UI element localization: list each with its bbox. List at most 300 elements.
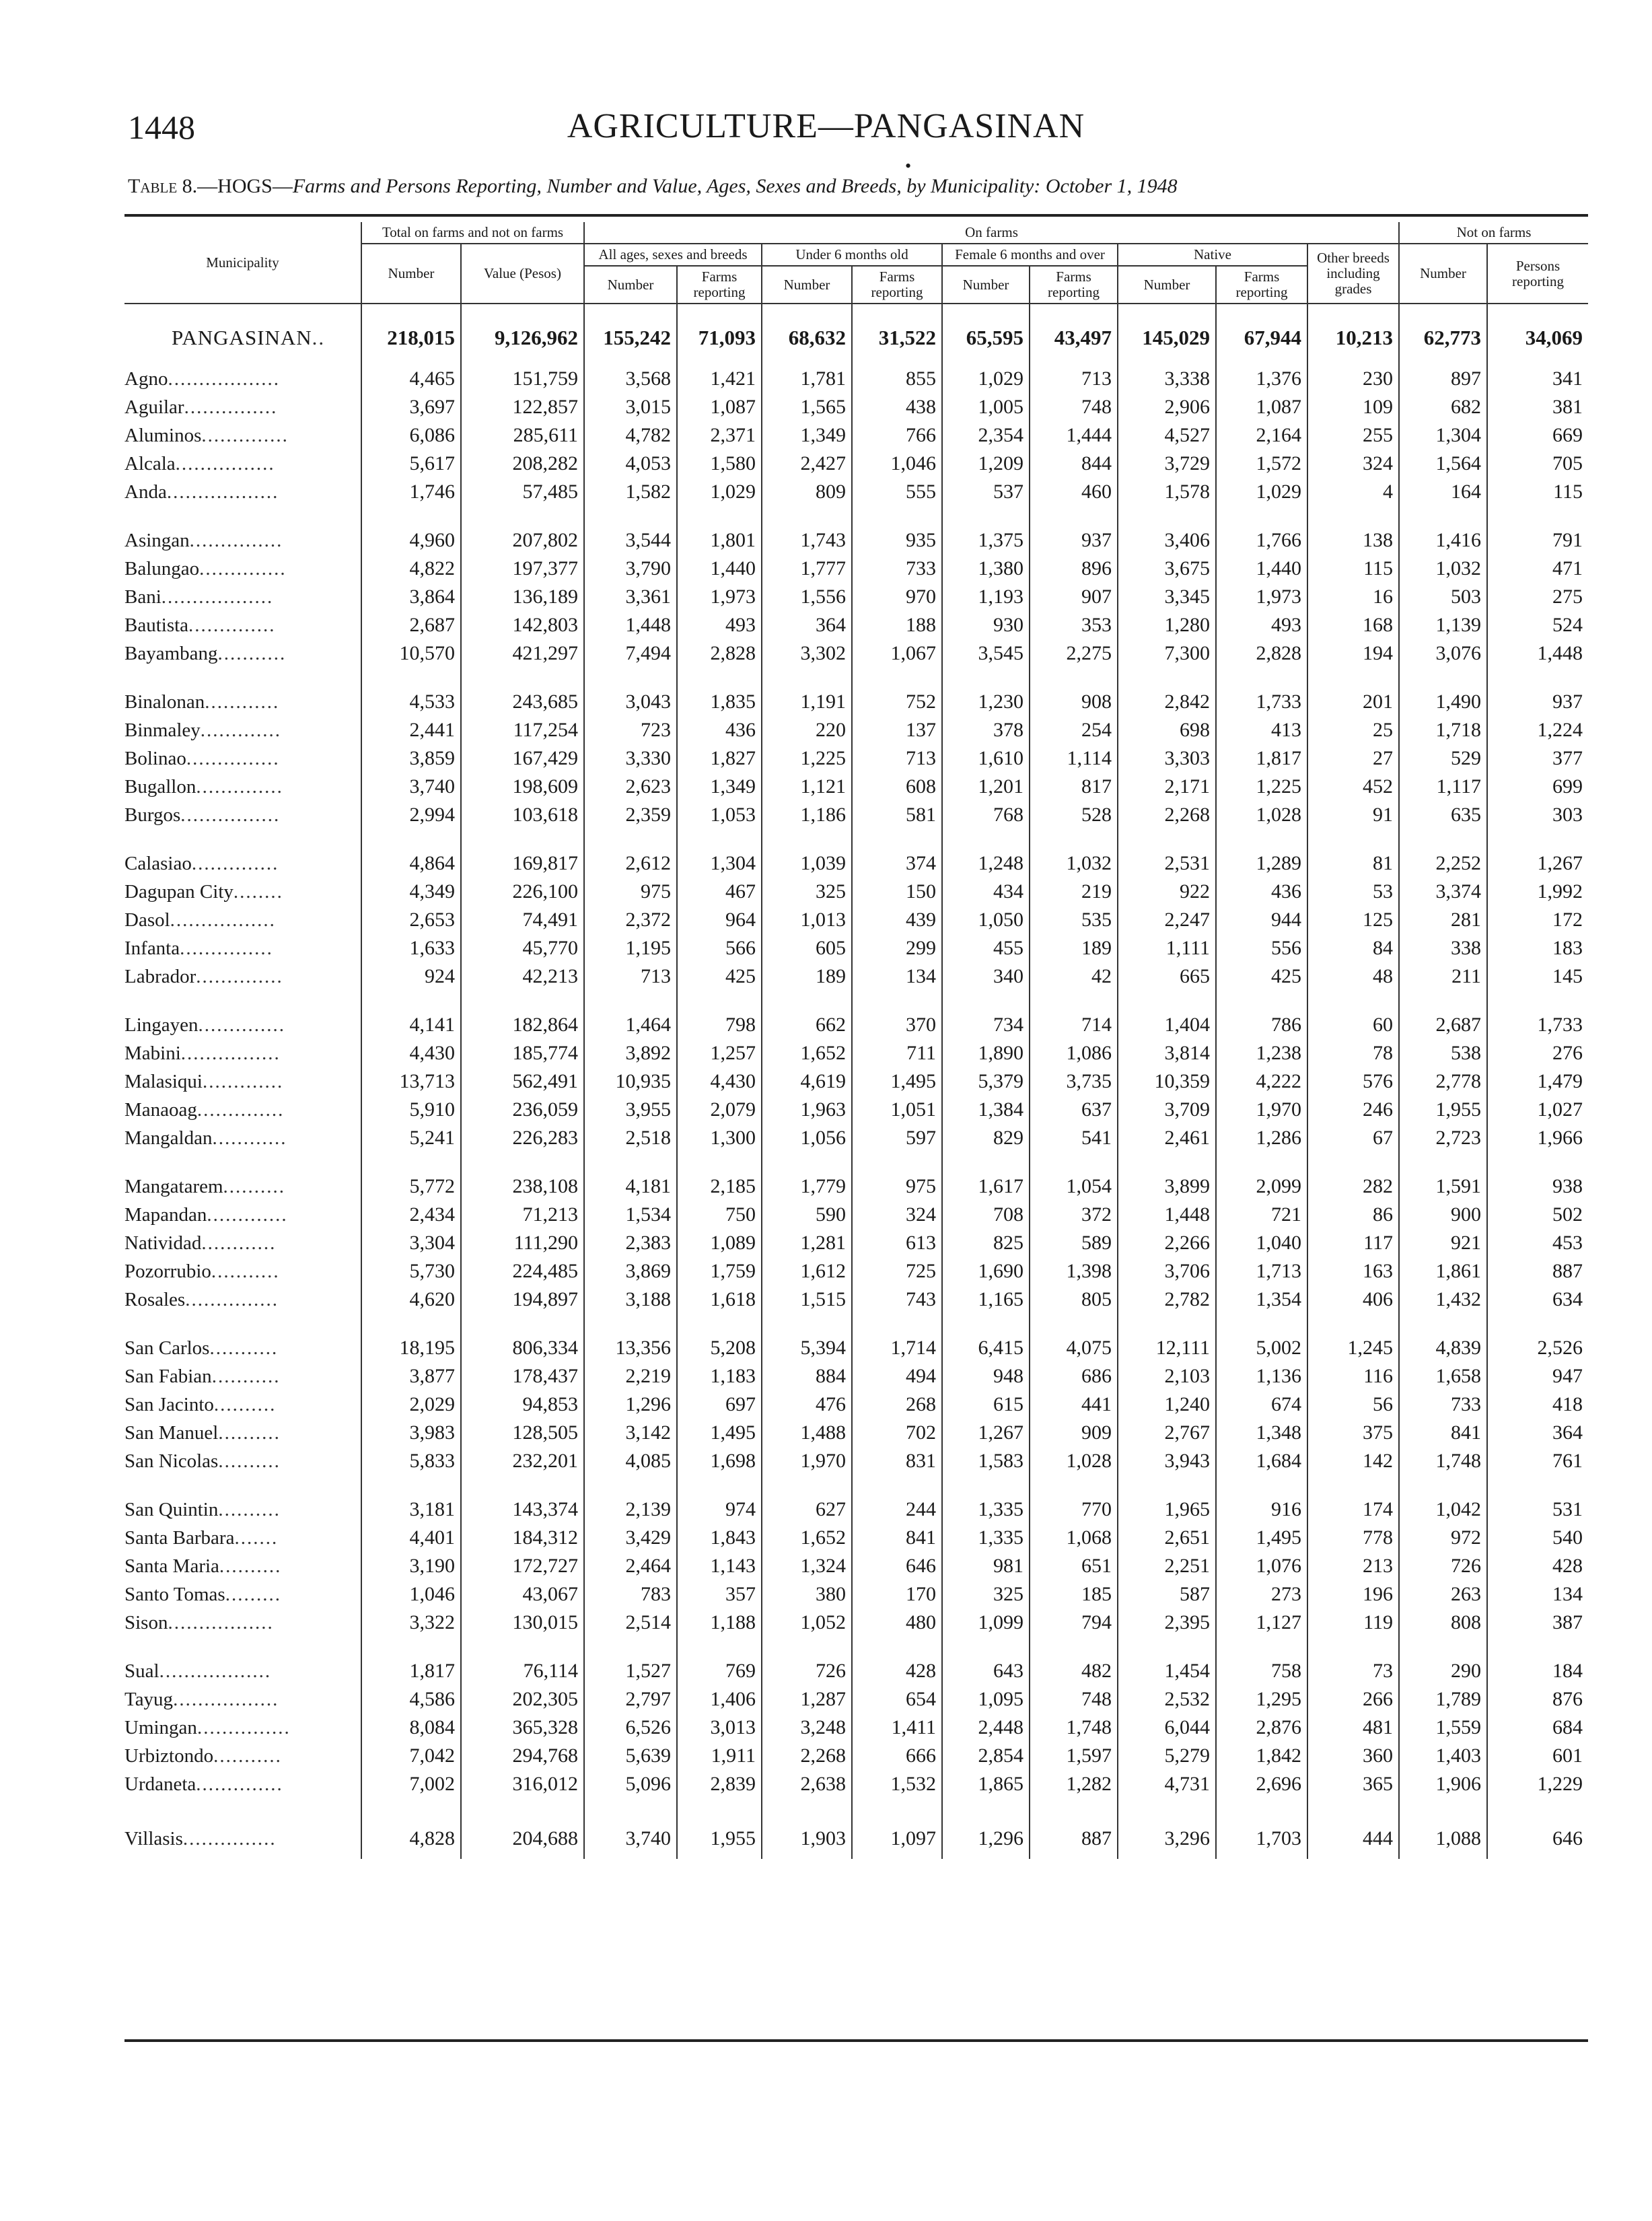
municipality-label: Sual [124, 1660, 159, 1682]
value-cell: 2,359 [584, 801, 677, 829]
dot-leader: .............. [196, 1099, 285, 1121]
value-cell: 444 [1307, 1798, 1399, 1859]
value-cell: 2,653 [361, 906, 461, 934]
value-cell: 4,731 [1118, 1770, 1216, 1798]
municipality-label: Agno [124, 368, 168, 390]
value-cell: 1,287 [762, 1685, 852, 1714]
value-cell: 1,835 [677, 668, 762, 716]
value-cell: 3,709 [1118, 1096, 1216, 1124]
value-cell: 1,955 [677, 1798, 762, 1859]
value-cell: 467 [677, 878, 762, 906]
value-cell: 441 [1030, 1390, 1118, 1419]
value-cell: 907 [1030, 583, 1118, 611]
value-cell: 5,096 [584, 1770, 677, 1798]
municipality-label: Mangatarem [124, 1176, 223, 1197]
value-cell: 34,069 [1487, 304, 1588, 365]
value-cell: 590 [762, 1201, 852, 1229]
table-row [124, 962, 1588, 991]
dot-leader: ........... [211, 1366, 281, 1387]
value-cell: 185,774 [461, 1039, 584, 1067]
value-cell: 428 [1487, 1552, 1588, 1580]
value-cell: 1,658 [1399, 1362, 1487, 1390]
municipality-label: Labrador [124, 966, 196, 987]
value-cell: 805 [1030, 1285, 1118, 1314]
value-cell: 1,684 [1216, 1447, 1307, 1475]
value-cell: 1,789 [1399, 1685, 1487, 1714]
value-cell: 1,559 [1399, 1714, 1487, 1742]
table-row [124, 450, 1588, 478]
value-cell: 3,706 [1118, 1257, 1216, 1285]
value-cell: 1,464 [584, 991, 677, 1039]
value-cell: 3,859 [361, 744, 461, 773]
value-cell: 1,966 [1487, 1124, 1588, 1152]
value-cell: 634 [1487, 1285, 1588, 1314]
value-cell: 201 [1307, 668, 1399, 716]
value-cell: 81 [1307, 829, 1399, 878]
value-cell: 3,697 [361, 393, 461, 421]
value-cell: 357 [677, 1580, 762, 1609]
value-cell: 1,890 [942, 1039, 1030, 1067]
municipality-name [124, 1201, 361, 1229]
value-cell: 45,770 [461, 934, 584, 962]
value-cell: 1,127 [1216, 1609, 1307, 1637]
value-cell: 164 [1399, 478, 1487, 506]
value-cell: 10,359 [1118, 1067, 1216, 1096]
value-cell: 6,044 [1118, 1714, 1216, 1742]
value-cell: 455 [942, 934, 1030, 962]
value-cell: 1,050 [942, 906, 1030, 934]
table-row [124, 829, 1588, 878]
value-cell: 254 [1030, 716, 1118, 744]
top-rule [124, 214, 1588, 217]
value-cell: 117 [1307, 1229, 1399, 1257]
value-cell: 698 [1118, 716, 1216, 744]
value-cell: 887 [1487, 1257, 1588, 1285]
value-cell: 1,114 [1030, 744, 1118, 773]
municipality-label: Mabini [124, 1043, 181, 1064]
value-cell: 1,610 [942, 744, 1030, 773]
value-cell: 1,440 [677, 555, 762, 583]
value-cell: 725 [852, 1257, 942, 1285]
dot-leader: ................ [180, 804, 281, 826]
hogs-table [124, 222, 1588, 1859]
municipality-label: Infanta [124, 938, 180, 959]
value-cell: 1,032 [1030, 829, 1118, 878]
value-cell: 1,612 [762, 1257, 852, 1285]
value-cell: 325 [762, 878, 852, 906]
value-cell: 4,782 [584, 421, 677, 450]
value-cell: 589 [1030, 1229, 1118, 1257]
value-cell: 299 [852, 934, 942, 962]
value-cell: 2,638 [762, 1770, 852, 1798]
value-cell: 1,448 [584, 611, 677, 639]
value-cell: 1,029 [1216, 478, 1307, 506]
value-cell: 184 [1487, 1637, 1588, 1685]
value-cell: 1,617 [942, 1152, 1030, 1201]
value-cell: 831 [852, 1447, 942, 1475]
value-cell: 218,015 [361, 304, 461, 365]
value-cell: 1,139 [1399, 611, 1487, 639]
table-row [124, 934, 1588, 962]
value-cell: 3,043 [584, 668, 677, 716]
col-other-breeds: Other breeds including grades [1307, 244, 1399, 304]
value-cell: 674 [1216, 1390, 1307, 1419]
dot-leader: .............. [196, 776, 283, 798]
value-cell: 791 [1487, 506, 1588, 555]
value-cell: 276 [1487, 1039, 1588, 1067]
value-cell: 1,817 [361, 1637, 461, 1685]
value-cell: 1,225 [1216, 773, 1307, 801]
value-cell: 948 [942, 1362, 1030, 1390]
value-cell: 1,583 [942, 1447, 1030, 1475]
value-cell: 84 [1307, 934, 1399, 962]
value-cell: 1,193 [942, 583, 1030, 611]
value-cell: 71,093 [677, 304, 762, 365]
value-cell: 324 [1307, 450, 1399, 478]
value-cell: 682 [1399, 393, 1487, 421]
table-row [124, 611, 1588, 639]
dot-leader: .............. [201, 425, 289, 446]
value-cell: 1,633 [361, 934, 461, 962]
table-row [124, 365, 1588, 393]
value-cell: 111,290 [461, 1229, 584, 1257]
value-cell: 2,778 [1399, 1067, 1487, 1096]
dot-leader: .................. [161, 586, 274, 608]
value-cell: 198,609 [461, 773, 584, 801]
municipality-label: Pozorrubio [124, 1261, 211, 1282]
value-cell: 769 [677, 1637, 762, 1685]
value-cell: 1,955 [1399, 1096, 1487, 1124]
value-cell: 5,279 [1118, 1742, 1216, 1770]
value-cell: 975 [852, 1152, 942, 1201]
municipality-label: Urbiztondo [124, 1745, 214, 1767]
value-cell: 74,491 [461, 906, 584, 934]
value-cell: 1,282 [1030, 1770, 1118, 1798]
col-not-on-farms: Not on farms [1399, 222, 1588, 244]
value-cell: 86 [1307, 1201, 1399, 1229]
value-cell: 721 [1216, 1201, 1307, 1229]
value-cell: 1,165 [942, 1285, 1030, 1314]
dot-leader: .......... [219, 1555, 282, 1577]
value-cell: 2,395 [1118, 1609, 1216, 1637]
value-cell: 5,910 [361, 1096, 461, 1124]
value-cell: 2,139 [584, 1475, 677, 1524]
table-row [124, 1362, 1588, 1390]
value-cell: 2,441 [361, 716, 461, 744]
col-all-farms: Farms reporting [677, 266, 762, 304]
table-row [124, 773, 1588, 801]
value-cell: 1,404 [1118, 991, 1216, 1039]
value-cell: 597 [852, 1124, 942, 1152]
municipality-label: Alcala [124, 453, 176, 474]
municipality-label: San Quintin [124, 1499, 219, 1520]
municipality-name [124, 1390, 361, 1419]
value-cell: 887 [1030, 1798, 1118, 1859]
value-cell: 406 [1307, 1285, 1399, 1314]
value-cell: 62,773 [1399, 304, 1487, 365]
value-cell: 236,059 [461, 1096, 584, 1124]
value-cell: 142 [1307, 1447, 1399, 1475]
value-cell: 188 [852, 611, 942, 639]
value-cell: 255 [1307, 421, 1399, 450]
municipality-label: Sison [124, 1612, 168, 1633]
value-cell: 1,903 [762, 1798, 852, 1859]
value-cell: 944 [1216, 906, 1307, 934]
value-cell: 2,723 [1399, 1124, 1487, 1152]
dot-leader: ................. [173, 1689, 279, 1710]
value-cell: 981 [942, 1552, 1030, 1580]
value-cell: 829 [942, 1124, 1030, 1152]
value-cell: 1,056 [762, 1124, 852, 1152]
municipality-label: Aluminos [124, 425, 202, 446]
value-cell: 537 [942, 478, 1030, 506]
value-cell: 163 [1307, 1257, 1399, 1285]
col-nof-number: Number [1399, 244, 1487, 304]
value-cell: 53 [1307, 878, 1399, 906]
value-cell: 1,354 [1216, 1285, 1307, 1314]
col-under6: Under 6 months old [762, 244, 942, 266]
value-cell: 151,759 [461, 365, 584, 393]
value-cell: 3,015 [584, 393, 677, 421]
value-cell: 908 [1030, 668, 1118, 716]
value-cell: 57,485 [461, 478, 584, 506]
value-cell: 1,578 [1118, 478, 1216, 506]
value-cell: 608 [852, 773, 942, 801]
value-cell: 1,766 [1216, 506, 1307, 555]
value-cell: 263 [1399, 1580, 1487, 1609]
value-cell: 1,051 [852, 1096, 942, 1124]
value-cell: 3,322 [361, 1609, 461, 1637]
value-cell: 4,839 [1399, 1314, 1487, 1362]
value-cell: 142,803 [461, 611, 584, 639]
value-cell: 2,079 [677, 1096, 762, 1124]
value-cell: 471 [1487, 555, 1588, 583]
value-cell: 1,095 [942, 1685, 1030, 1714]
dot-leader: ................ [175, 453, 275, 474]
value-cell: 3,899 [1118, 1152, 1216, 1201]
value-cell: 3,406 [1118, 506, 1216, 555]
municipality-label: Bayambang [124, 643, 218, 664]
value-cell: 1,718 [1399, 716, 1487, 744]
value-cell: 285,611 [461, 421, 584, 450]
value-cell: 4,401 [361, 1524, 461, 1552]
value-cell: 226,100 [461, 878, 584, 906]
dot-leader: ................ [180, 1043, 281, 1064]
value-cell: 230 [1307, 365, 1399, 393]
dot-leader: .......... [213, 1394, 277, 1415]
value-cell: 1,097 [852, 1798, 942, 1859]
value-cell: 174 [1307, 1475, 1399, 1524]
table-row [124, 1742, 1588, 1770]
value-cell: 185 [1030, 1580, 1118, 1609]
value-cell: 8,084 [361, 1714, 461, 1742]
municipality-label: Calasiao [124, 853, 192, 874]
value-cell: 1,267 [1487, 829, 1588, 878]
value-cell: 1,963 [762, 1096, 852, 1124]
value-cell: 65,595 [942, 304, 1030, 365]
value-cell: 353 [1030, 611, 1118, 639]
value-cell: 855 [852, 365, 942, 393]
value-cell: 935 [852, 506, 942, 555]
value-cell: 1,973 [1216, 583, 1307, 611]
value-cell: 702 [852, 1419, 942, 1447]
value-cell: 627 [762, 1475, 852, 1524]
value-cell: 275 [1487, 583, 1588, 611]
value-cell: 3,302 [762, 639, 852, 668]
value-cell: 643 [942, 1637, 1030, 1685]
value-cell: 2,994 [361, 801, 461, 829]
value-cell: 493 [1216, 611, 1307, 639]
value-cell: 711 [852, 1039, 942, 1067]
value-cell: 662 [762, 991, 852, 1039]
value-cell: 1,534 [584, 1201, 677, 1229]
value-cell: 975 [584, 878, 677, 906]
table-row [124, 1285, 1588, 1314]
value-cell: 2,103 [1118, 1362, 1216, 1390]
value-cell: 436 [1216, 878, 1307, 906]
municipality-name [124, 1742, 361, 1770]
value-cell: 273 [1216, 1580, 1307, 1609]
municipality-label: Villasis [124, 1828, 183, 1849]
value-cell: 2,275 [1030, 639, 1118, 668]
page-title: AGRICULTURE—PANGASINAN [567, 107, 1085, 145]
value-cell: 137 [852, 716, 942, 744]
value-cell: 556 [1216, 934, 1307, 962]
value-cell: 646 [1487, 1798, 1588, 1859]
value-cell: 2,247 [1118, 906, 1216, 934]
municipality-label: Dagupan City [124, 881, 234, 903]
municipality-name [124, 991, 361, 1039]
value-cell: 2,464 [584, 1552, 677, 1580]
value-cell: 1,028 [1030, 1447, 1118, 1475]
value-cell: 555 [852, 478, 942, 506]
value-cell: 341 [1487, 365, 1588, 393]
value-cell: 4,053 [584, 450, 677, 478]
value-cell: 1,296 [584, 1390, 677, 1419]
value-cell: 2,372 [584, 906, 677, 934]
municipality-name [124, 1229, 361, 1257]
value-cell: 794 [1030, 1609, 1118, 1637]
table-caption [128, 175, 1595, 198]
value-cell: 31,522 [852, 304, 942, 365]
value-cell: 494 [852, 1362, 942, 1390]
dot-leader: ............... [186, 748, 280, 769]
value-cell: 4,465 [361, 365, 461, 393]
dot-leader: ............... [180, 938, 273, 959]
value-cell: 1,281 [762, 1229, 852, 1257]
value-cell: 581 [852, 801, 942, 829]
value-cell: 1,245 [1307, 1314, 1399, 1362]
table-row [124, 421, 1588, 450]
value-cell: 5,241 [361, 1124, 461, 1152]
dot-leader: .............. [199, 558, 287, 579]
value-cell: 3,675 [1118, 555, 1216, 583]
value-cell: 686 [1030, 1362, 1118, 1390]
value-cell: 71,213 [461, 1201, 584, 1229]
municipality-label: Santa Barbara [124, 1527, 235, 1549]
municipality-name [124, 744, 361, 773]
value-cell: 531 [1487, 1475, 1588, 1524]
value-cell: 6,415 [942, 1314, 1030, 1362]
value-cell: 2,828 [1216, 639, 1307, 668]
value-cell: 916 [1216, 1475, 1307, 1524]
value-cell: 1,532 [852, 1770, 942, 1798]
value-cell: 170 [852, 1580, 942, 1609]
value-cell: 6,526 [584, 1714, 677, 1742]
value-cell: 1,280 [1118, 611, 1216, 639]
value-cell: 1,086 [1030, 1039, 1118, 1067]
value-cell: 1,027 [1487, 1096, 1588, 1124]
value-cell: 7,300 [1118, 639, 1216, 668]
value-cell: 189 [1030, 934, 1118, 962]
value-cell: 758 [1216, 1637, 1307, 1685]
value-cell: 1,230 [942, 668, 1030, 716]
value-cell: 453 [1487, 1229, 1588, 1257]
value-cell: 290 [1399, 1637, 1487, 1685]
value-cell: 697 [677, 1390, 762, 1419]
value-cell: 224,485 [461, 1257, 584, 1285]
value-cell: 1,042 [1399, 1475, 1487, 1524]
value-cell: 2,268 [762, 1742, 852, 1770]
table-row [124, 393, 1588, 421]
value-cell: 220 [762, 716, 852, 744]
dot-leader: .............. [198, 1014, 286, 1036]
value-cell: 482 [1030, 1637, 1118, 1685]
value-cell: 2,687 [361, 611, 461, 639]
value-cell: 3,142 [584, 1419, 677, 1447]
value-cell: 3,983 [361, 1419, 461, 1447]
value-cell: 27 [1307, 744, 1399, 773]
value-cell: 538 [1399, 1039, 1487, 1067]
municipality-label: San Jacinto [124, 1394, 214, 1415]
dot-leader: ......... [225, 1584, 281, 1605]
value-cell: 1,229 [1487, 1770, 1588, 1798]
municipality-label: Umingan [124, 1717, 197, 1738]
municipality-name [124, 611, 361, 639]
value-cell: 4,085 [584, 1447, 677, 1475]
value-cell: 413 [1216, 716, 1307, 744]
municipality-label: Mangaldan [124, 1127, 213, 1149]
value-cell: 145 [1487, 962, 1588, 991]
value-cell: 1,411 [852, 1714, 942, 1742]
municipality-name [124, 304, 361, 365]
value-cell: 605 [762, 934, 852, 962]
value-cell: 1,801 [677, 506, 762, 555]
table-row [124, 639, 1588, 668]
value-cell: 3,814 [1118, 1039, 1216, 1067]
value-cell: 3,304 [361, 1229, 461, 1257]
value-cell: 2,854 [942, 1742, 1030, 1770]
value-cell: 2,461 [1118, 1124, 1216, 1152]
municipality-label: Dasol [124, 909, 170, 931]
value-cell: 1,076 [1216, 1552, 1307, 1580]
value-cell: 434 [942, 878, 1030, 906]
value-cell: 438 [852, 393, 942, 421]
value-cell: 937 [1487, 668, 1588, 716]
value-cell: 378 [942, 716, 1030, 744]
value-cell: 3,076 [1399, 639, 1487, 668]
value-cell: 9,126,962 [461, 304, 584, 365]
table-row [124, 1685, 1588, 1714]
municipality-name [124, 716, 361, 744]
municipality-label: San Nicolas [124, 1450, 219, 1472]
value-cell: 213 [1307, 1552, 1399, 1580]
value-cell: 4,620 [361, 1285, 461, 1314]
dot-leader: .......... [218, 1450, 281, 1472]
value-cell: 182,864 [461, 991, 584, 1039]
value-cell: 12,111 [1118, 1314, 1216, 1362]
value-cell: 637 [1030, 1096, 1118, 1124]
